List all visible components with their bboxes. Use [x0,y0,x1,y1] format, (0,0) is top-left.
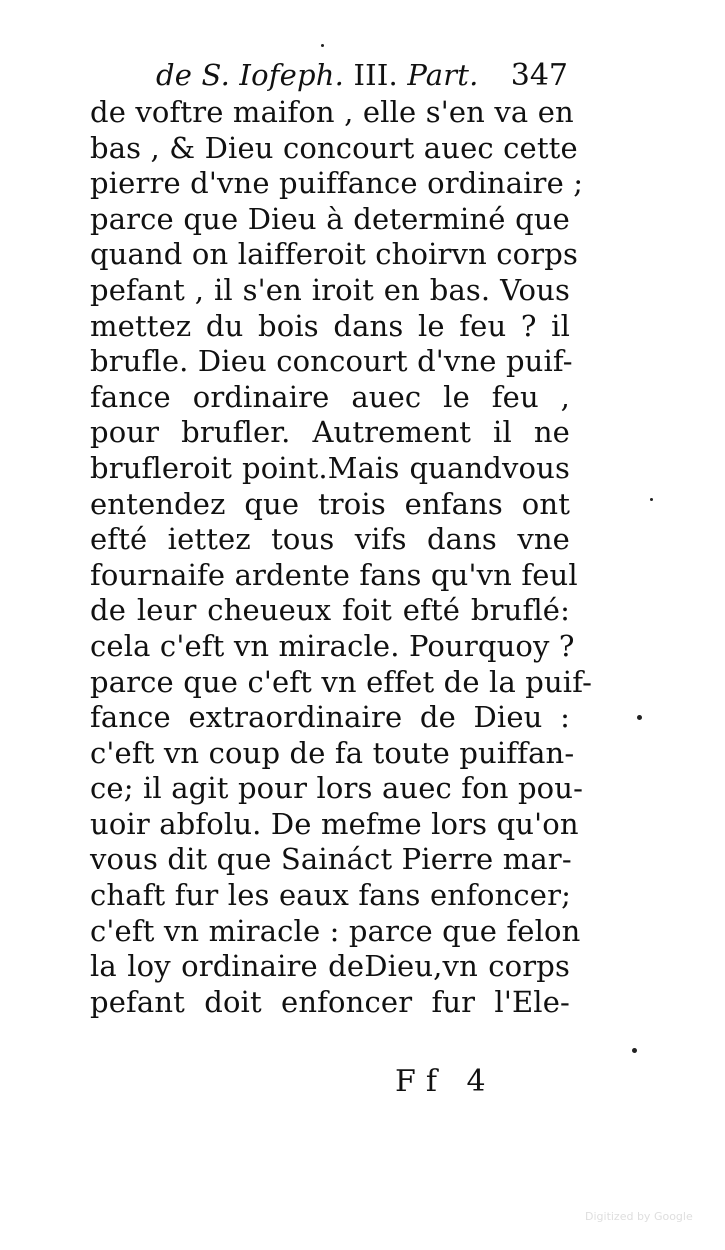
running-title-volume: III. [353,58,398,92]
text-line: parce que c'eft vn effet de la puif- [90,664,593,699]
text-line: chaft fur les eaux fans enfoncer; [90,878,572,913]
text-line: de leur cheueux foit efté bruflé: [90,593,570,628]
running-header [150,58,568,96]
text-line: brufle. Dieu concourt d'vne puif- [90,344,573,379]
running-title-de: de S. [156,58,230,92]
text-line: fance extraordinaire de Dieu : [90,700,570,735]
ink-speck [650,498,653,501]
text-line: brufleroit point.Mais quandvous [90,450,570,485]
text-line: de voftre maifon , elle s'en va en [90,95,574,129]
running-title-name: Iofeph. [239,58,345,92]
ink-speck [632,1048,637,1053]
signature-mark: Ff 4 [395,1064,496,1099]
ink-speck [637,715,642,720]
digitization-watermark: Digitized by Google [585,1210,693,1223]
text-line: parce que Dieu à determiné que [90,201,570,236]
text-line: mettez du bois dans le feu ? il [90,308,570,343]
text-line: fance ordinaire auec le feu , [90,379,570,414]
text-line: pierre d'vne puiffance ordinaire ; [90,166,584,201]
text-line: c'eft vn coup de fa toute puiffan- [90,735,575,770]
text-line: cela c'eft vn miracle. Pourquoy ? [90,628,575,663]
text-line: bas , & Dieu concourt auec cette [90,130,578,165]
page-number: 347 [510,58,568,93]
text-line: quand on laifferoit choirvn corps [90,237,579,272]
text-line: pefant , il s'en iroit en bas. Vous [90,272,570,307]
text-line: uoir abfolu. De mefme lors qu'on [90,806,579,841]
text-line: pefant doit enfoncer fur l'Ele- [90,984,570,1019]
text-line: efté iettez tous vifs dans vne [90,522,570,557]
ink-speck [321,44,324,47]
text-line: pour brufler. Autrement il ne [90,415,570,450]
text-line: entendez que trois enfans ont [90,486,570,521]
body-text [90,95,593,1020]
running-title-part: Part. [407,58,479,92]
text-line: la loy ordinaire deDieu,vn corps [90,949,570,984]
running-title [156,58,479,92]
text-line: vous dit que Saináct Pierre mar- [90,842,572,877]
text-line: ce; il agit pour lors auec fon pou- [90,771,584,806]
text-line: fournaife ardente fans qu'vn feul [90,557,578,592]
text-line: c'eft vn miracle : parce que felon [90,913,581,948]
